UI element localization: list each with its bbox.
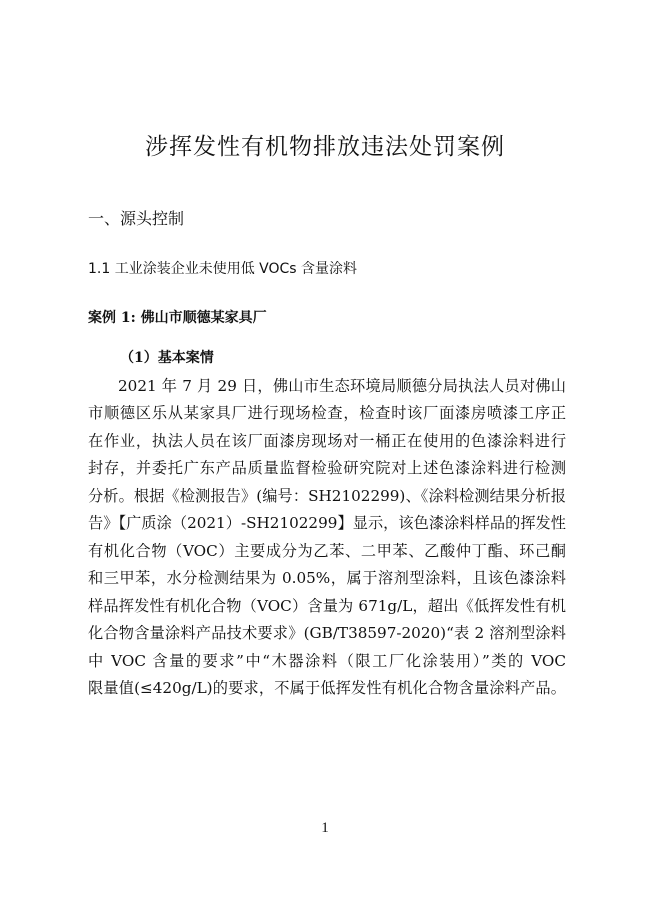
body-paragraph-line: 在作业，执法人员在该厂面漆房现场对一桶正在使用的色漆涂料进行 <box>88 432 566 450</box>
body-paragraph-line: 有机化合物（VOC）主要成分为乙苯、二甲苯、乙酸仲丁酯、环己酮 <box>88 542 566 560</box>
case-heading: 案例 1: 佛山市顺德某家具厂 <box>88 310 267 326</box>
section-heading: 一、源头控制 <box>88 209 185 228</box>
body-paragraph-line: 中 VOC 含量的要求”中“木器涂料（限工厂化涂装用）”类的 VOC <box>88 652 566 670</box>
body-paragraph-line: 限量值(≤420g/L)的要求，不属于低挥发性有机化合物含量涂料产品。 <box>88 679 566 697</box>
body-paragraph-line: 和三甲苯，水分检测结果为 0.05%，属于溶剂型涂料，且该色漆涂料 <box>88 569 566 587</box>
body-paragraph-line: 市顺德区乐从某家具厂进行现场检查，检查时该厂面漆房喷漆工序正 <box>88 404 566 422</box>
page-number: 1 <box>321 820 329 836</box>
subsection-heading: 1.1 工业涂装企业未使用低 VOCs 含量涂料 <box>88 261 358 277</box>
case-subheading: （1）基本案情 <box>120 350 214 366</box>
body-paragraph-line: 2021 年 7 月 29 日，佛山市生态环境局顺德分局执法人员对佛山 <box>118 377 566 395</box>
body-paragraph-line: 分析。根据《检测报告》(编号：SH2102299)、《涂料检测结果分析报 <box>88 487 566 505</box>
document-title: 涉挥发性有机物排放违法处罚案例 <box>145 134 505 160</box>
body-paragraph-line: 样品挥发性有机化合物（VOC）含量为 671g/L，超出《低挥发性有机 <box>88 597 566 615</box>
body-paragraph-line: 告》【广质涂（2021）-SH2102299】显示，该色漆涂料样品的挥发性 <box>88 514 566 532</box>
body-paragraph-line: 封存，并委托广东产品质量监督检验研究院对上述色漆涂料进行检测 <box>88 459 566 477</box>
body-paragraph-line: 化合物含量涂料产品技术要求》(GB/T38597-2020)“表 2 溶剂型涂料 <box>88 624 566 642</box>
